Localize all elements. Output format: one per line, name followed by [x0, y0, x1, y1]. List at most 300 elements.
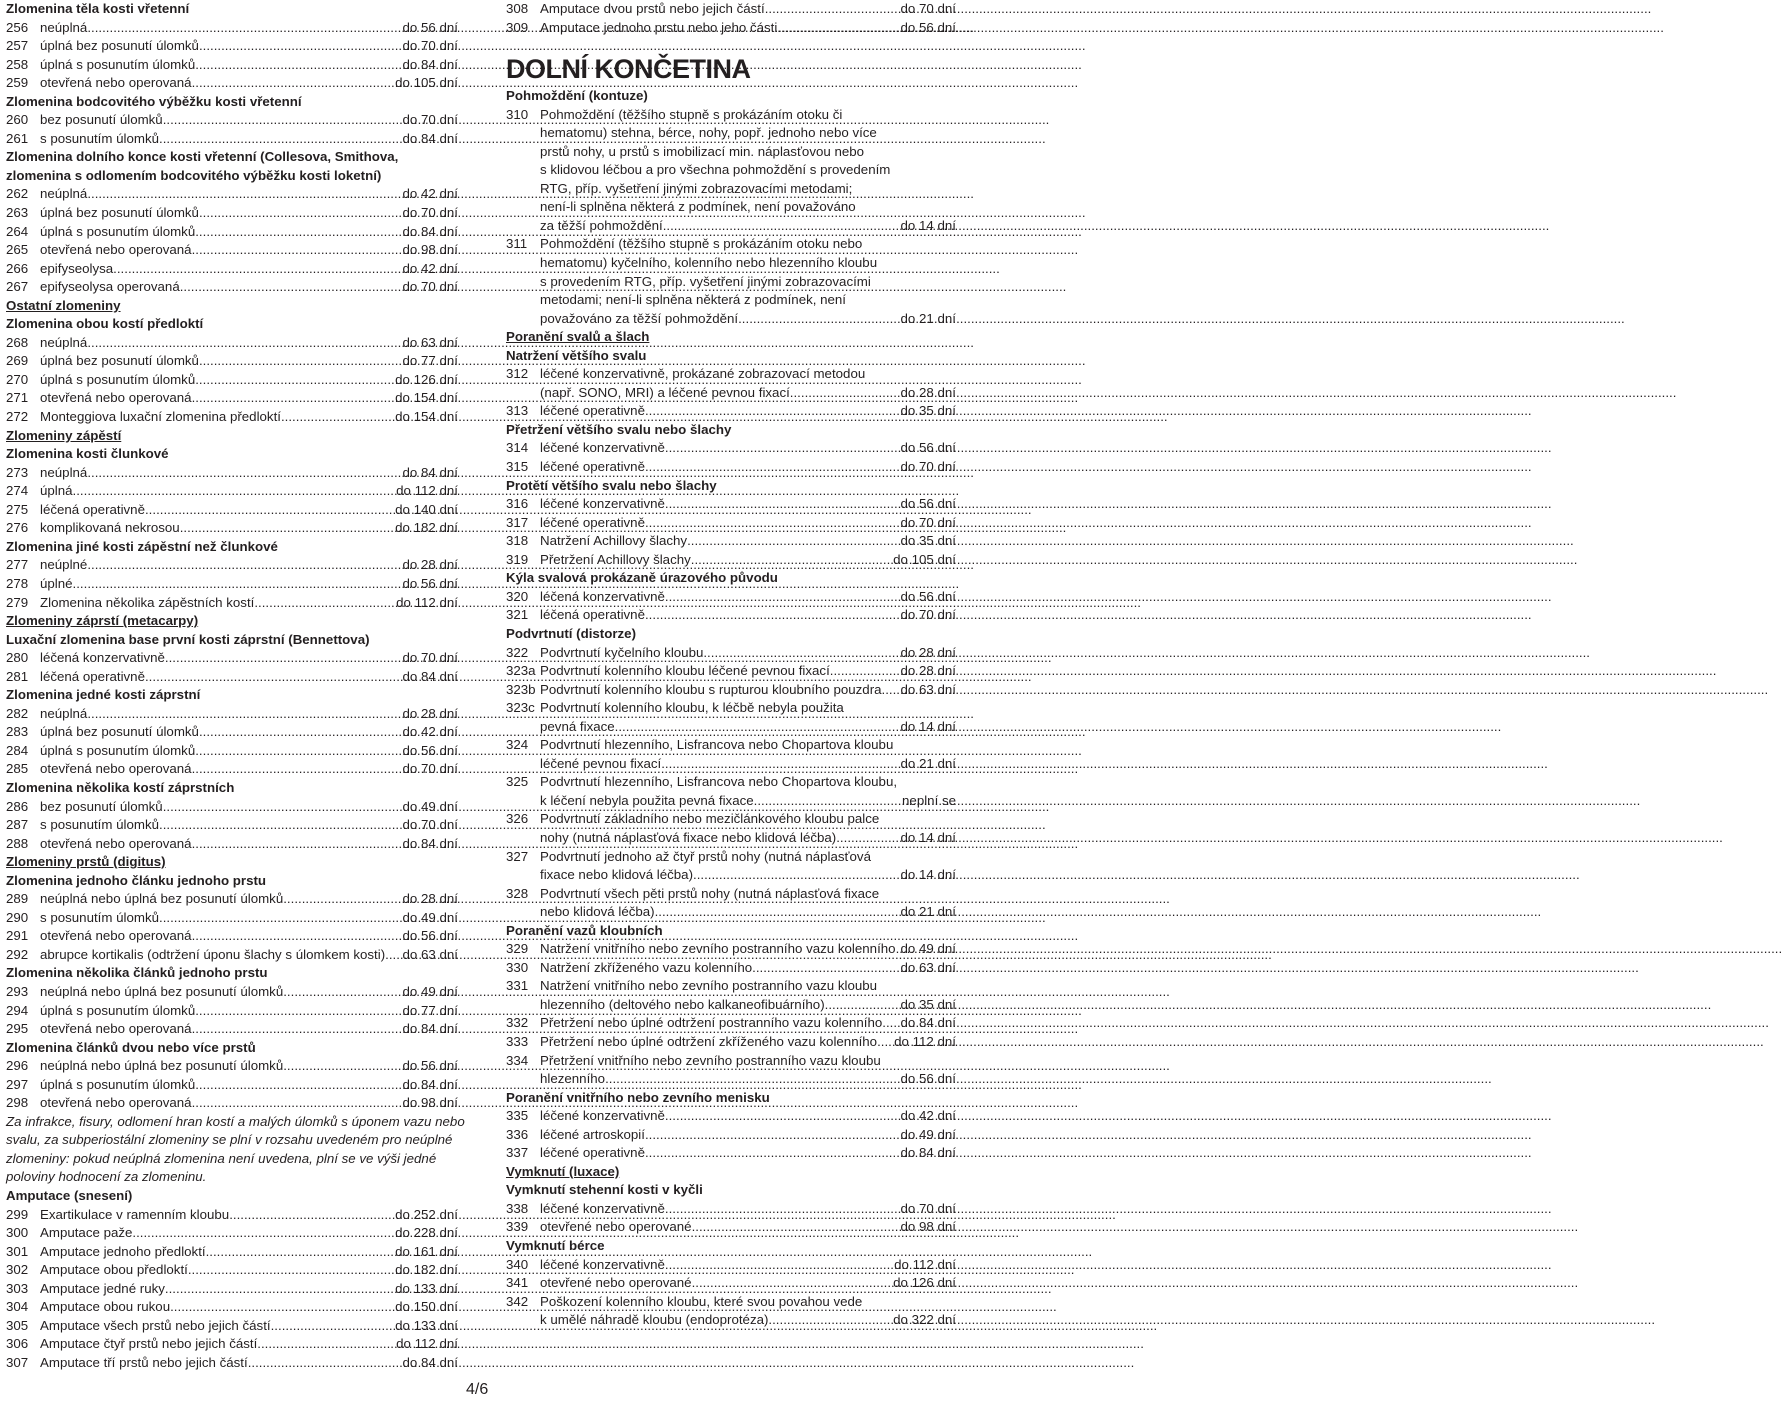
entry-body — [540, 662, 956, 681]
entry-body — [540, 1256, 956, 1275]
entry-value: do 70 dní — [402, 650, 458, 666]
entry-value: do 133 dní — [395, 1280, 458, 1296]
entry-row — [6, 723, 458, 742]
entry-number: 275 — [6, 501, 29, 517]
entry-number: 261 — [6, 130, 29, 146]
entry-label: považováno za těžší pohmoždění — [540, 310, 739, 326]
entry-number: 270 — [6, 371, 29, 387]
dot-leader — [192, 1094, 403, 1113]
entry-row — [506, 792, 956, 811]
entry-label: léčené artroskopií — [540, 1126, 645, 1142]
entry-label: otevřená nebo operovaná — [40, 761, 192, 777]
entry-body — [540, 1200, 956, 1219]
entry-value: do 133 dní — [395, 1317, 458, 1333]
entry-row — [506, 940, 956, 959]
dot-leader — [192, 835, 403, 854]
dot-leader — [145, 501, 395, 520]
entry-value: do 14 dní — [900, 829, 956, 845]
entry-row — [6, 1076, 458, 1095]
entry-label: bez posunutí úlomků — [40, 112, 163, 128]
entry-body — [40, 185, 458, 204]
entry-label: nebo klidová léčba) — [540, 904, 655, 920]
dot-leader — [73, 482, 397, 501]
entry-body — [540, 959, 956, 978]
entry-body — [540, 1033, 956, 1052]
entry-number: 263 — [6, 205, 29, 221]
dot-leader — [180, 519, 395, 538]
entry-number: 290 — [6, 909, 29, 925]
entry-number: 269 — [6, 353, 29, 369]
entry-row — [6, 185, 458, 204]
entry-label: Natržení zkříženého vazu kolenního — [540, 959, 753, 975]
entry-label: otevřená nebo operovaná — [40, 1095, 192, 1111]
entry-value: do 140 dní — [395, 501, 458, 517]
entry-row — [506, 977, 956, 996]
dot-leader — [752, 959, 900, 978]
entry-number: 319 — [506, 551, 529, 567]
entry-continuation: prstů nohy, u prstů s imobilizací min. náplasťovou nebo — [540, 143, 865, 159]
entry-row — [6, 519, 458, 538]
dot-leader — [195, 223, 402, 242]
entry-number: 280 — [6, 650, 29, 666]
entry-label: komplikovaná nekrosou — [40, 520, 180, 536]
entry-body — [540, 866, 956, 885]
entry-number: 299 — [6, 1206, 29, 1222]
entry-value: do 70 dní — [900, 1200, 956, 1216]
entry-body — [540, 0, 956, 19]
dot-leader — [790, 384, 901, 403]
entry-value: do 56 dní — [402, 575, 458, 591]
entry-number: 336 — [506, 1126, 529, 1142]
entry-row — [506, 0, 956, 19]
entry-text: Pohmoždění (těžšího stupně s prokázáním otoku či — [540, 106, 843, 122]
entry-number: 338 — [506, 1200, 529, 1216]
entry-value: do 14 dní — [900, 867, 956, 883]
entry-value: do 84 dní — [402, 835, 458, 851]
entry-label: s posunutím úlomků — [40, 130, 159, 146]
entry-label: úplné — [40, 575, 73, 591]
dot-leader — [248, 1354, 403, 1373]
entry-body — [540, 1218, 956, 1237]
entry-body — [40, 334, 458, 353]
entry-value: do 42 dní — [402, 186, 458, 202]
entry-number: 268 — [6, 334, 29, 350]
entry-label: Podvrtnutí kyčelního kloubu — [540, 644, 704, 660]
entry-body — [40, 389, 458, 408]
entry-value: do 49 dní — [900, 941, 956, 957]
entry-label: Zlomenina několika zápěstních kostí — [40, 594, 255, 610]
dot-leader — [615, 718, 901, 737]
entry-continuation: metodami; není-li splněna některá z podmínek, není — [540, 292, 847, 308]
dot-leader — [195, 1076, 402, 1095]
entry-number: 316 — [506, 496, 529, 512]
dot-leader — [738, 310, 900, 329]
entry-label: úplná s posunutím úlomků — [40, 371, 196, 387]
entry-label: neúplná nebo úplná bez posunutí úlomků — [40, 891, 284, 907]
entry-row — [506, 1200, 956, 1219]
entry-row — [6, 408, 458, 427]
entry-number: 281 — [6, 668, 29, 684]
entry-row — [506, 514, 956, 533]
section-heading: Luxační zlomenina base první kosti záprstní (Bennettova) — [6, 631, 370, 647]
entry-value: do 56 dní — [900, 588, 956, 604]
entry-number: 327 — [506, 848, 529, 864]
dot-leader — [87, 19, 402, 38]
section-heading: Zlomeniny zápěstí — [6, 427, 122, 443]
entry-body — [40, 1057, 458, 1076]
entry-body — [40, 74, 458, 93]
entry-row — [506, 1014, 956, 1033]
entry-value: do 14 dní — [900, 217, 956, 233]
entry-number: 332 — [506, 1015, 529, 1031]
entry-text: Podvrtnutí jednoho až čtyř prstů nohy (nutná náplasťová — [540, 848, 871, 864]
entry-row — [506, 959, 956, 978]
entry-number: 267 — [6, 279, 29, 295]
entry-row — [506, 1052, 956, 1071]
entry-row — [506, 848, 956, 867]
entry-label: Amputace dvou prstů nebo jejich částí — [540, 1, 765, 16]
entry-number: 296 — [6, 1058, 29, 1074]
section-heading: Poranění vazů kloubních — [506, 922, 663, 938]
entry-number: 272 — [6, 409, 29, 425]
entry-text: Podvrtnutí kolenního kloubu, k léčbě nebyla použita — [540, 700, 844, 716]
entry-number: 277 — [6, 557, 29, 573]
entry-number: 341 — [506, 1275, 529, 1291]
entry-label: léčené operativně — [540, 1145, 645, 1161]
entry-body — [40, 408, 458, 427]
dot-leader — [145, 668, 403, 687]
dot-leader — [605, 1070, 900, 1089]
entry-row — [506, 106, 956, 125]
section-heading: zlomenina s odlomením bodcovitého výběžku kosti loketní) — [6, 167, 382, 183]
entry-number: 323b — [506, 681, 536, 697]
entry-body — [40, 1076, 458, 1095]
section-heading: Podvrtnutí (distorze) — [506, 625, 637, 641]
entry-label: neúplná — [40, 19, 88, 35]
dot-leader — [655, 903, 901, 922]
entry-body — [540, 1126, 956, 1145]
dot-leader — [195, 56, 402, 75]
entry-number: 298 — [6, 1095, 29, 1111]
dot-leader — [882, 1014, 900, 1033]
dot-leader — [195, 742, 402, 761]
entry-number: 283 — [6, 724, 29, 740]
entry-row — [6, 1280, 458, 1299]
entry-body — [540, 681, 956, 700]
entry-row — [6, 371, 458, 390]
entry-number: 302 — [6, 1262, 29, 1278]
dot-leader — [692, 1218, 901, 1237]
entry-row — [6, 1261, 458, 1280]
section-heading: Zlomenina jiné kosti zápěstní než člunkové — [6, 538, 278, 554]
entry-row — [6, 1094, 458, 1113]
entry-body — [40, 501, 458, 520]
entry-number: 292 — [6, 946, 29, 962]
entry-row — [506, 1274, 956, 1293]
section-heading: Zlomenina několika článků jednoho prstu — [6, 965, 268, 981]
dot-leader — [665, 1200, 901, 1219]
entry-body — [40, 835, 458, 854]
entry-body — [540, 1311, 956, 1330]
entry-row — [506, 1107, 956, 1126]
entry-value: do 63 dní — [402, 946, 458, 962]
entry-row — [6, 890, 458, 909]
entry-number: 294 — [6, 1002, 29, 1018]
entry-label: léčené konzervativně — [540, 1200, 665, 1216]
entry-row — [6, 1002, 458, 1021]
entry-value: do 14 dní — [900, 718, 956, 734]
entry-number: 315 — [506, 459, 529, 475]
entry-value: do 182 dní — [395, 520, 458, 536]
entry-value: do 28 dní — [900, 384, 956, 400]
entry-body — [40, 1335, 458, 1354]
entry-body — [540, 439, 956, 458]
entry-value: do 77 dní — [402, 1002, 458, 1018]
dot-leader — [765, 0, 901, 19]
entry-continuation: hematomu) stehna, bérce, nohy, popř. jednoho nebo více — [540, 125, 877, 141]
entry-row — [6, 111, 458, 130]
entry-row — [506, 718, 956, 737]
entry-value: do 322 dní — [893, 1312, 956, 1328]
entry-label: otevřená nebo operovaná — [40, 242, 192, 258]
entry-body — [40, 1243, 458, 1262]
entry-label: léčené konzervativně — [540, 1256, 665, 1272]
section-heading: Vymknutí (luxace) — [506, 1163, 620, 1179]
entry-row — [506, 365, 956, 384]
section-heading: Poranění vnitřního nebo zevního menisku — [506, 1089, 770, 1105]
entry-row — [506, 773, 956, 792]
entry-label: léčená operativně — [40, 501, 145, 517]
entry-body — [40, 760, 458, 779]
entry-number: 300 — [6, 1225, 29, 1241]
entry-value: do 28 dní — [402, 891, 458, 907]
entry-label: epifyseolysa operovaná — [40, 279, 180, 295]
dot-leader — [825, 996, 901, 1015]
dot-leader — [385, 946, 402, 965]
dot-leader — [192, 760, 403, 779]
entry-row — [506, 810, 956, 829]
entry-row — [6, 1354, 458, 1373]
entry-row — [506, 903, 956, 922]
dot-leader — [195, 1002, 402, 1021]
entry-number: 289 — [6, 891, 29, 907]
entry-body — [40, 705, 458, 724]
entry-value: do 70 dní — [402, 38, 458, 54]
entry-row — [506, 1311, 956, 1330]
dot-leader — [206, 1243, 396, 1262]
entry-value: do 84 dní — [402, 1354, 458, 1370]
entry-value: do 154 dní — [395, 409, 458, 425]
entry-number: 293 — [6, 983, 29, 999]
entry-number: 291 — [6, 928, 29, 944]
entry-row — [506, 755, 956, 774]
entry-label: úplná bez posunutí úlomků — [40, 353, 199, 369]
entry-body — [540, 1070, 956, 1089]
entry-row — [6, 1206, 458, 1225]
entry-body — [40, 946, 458, 965]
entry-row — [6, 260, 458, 279]
entry-row — [6, 1057, 458, 1076]
entry-label: (např. SONO, MRI) a léčené pevnou fixací — [540, 384, 790, 400]
entry-label: otevřená nebo operovaná — [40, 928, 192, 944]
dot-leader — [180, 278, 403, 297]
entry-row — [506, 736, 956, 755]
note-text: Za infrakce, fisury, odlomení hran kostí a malých úlomků s úponem vazu nebo — [6, 1113, 465, 1129]
entry-continuation: není-li splněna některá z podmínek, není považováno — [540, 199, 856, 215]
entry-body — [40, 1206, 458, 1225]
entry-body — [40, 352, 458, 371]
entry-value: do 105 dní — [893, 551, 956, 567]
entry-row — [6, 705, 458, 724]
entry-label: úplná bez posunutí úlomků — [40, 38, 199, 54]
entry-label: Natržení Achillovy šlachy — [540, 533, 688, 549]
entry-row — [6, 909, 458, 928]
entry-value: do 70 dní — [402, 761, 458, 777]
entry-label: Amputace tří prstů nebo jejich částí — [40, 1354, 248, 1370]
entry-value: do 49 dní — [402, 983, 458, 999]
entry-row — [6, 594, 458, 613]
entry-number: 317 — [506, 514, 529, 530]
dot-leader — [830, 662, 901, 681]
entry-label: Přetržení nebo úplné odtržení postranního vazu kolenního — [540, 1015, 883, 1031]
entry-number: 286 — [6, 798, 29, 814]
dot-leader — [665, 1256, 894, 1275]
entry-body — [40, 204, 458, 223]
entry-label: úplná s posunutím úlomků — [40, 1002, 196, 1018]
entry-row — [6, 816, 458, 835]
entry-row — [6, 389, 458, 408]
entry-number: 312 — [506, 366, 529, 382]
entry-body — [540, 458, 956, 477]
entry-label: léčené operativně — [540, 514, 645, 530]
entry-number: 308 — [506, 1, 529, 16]
entry-row — [6, 56, 458, 75]
entry-label: úplná s posunutím úlomků — [40, 223, 196, 239]
entry-body — [540, 718, 956, 737]
section-heading: Vymknutí stehenní kosti v kyčli — [506, 1182, 703, 1198]
entry-continuation: s klidovou léčbou a pro všechna pohmoždění s provedením — [540, 162, 891, 178]
entry-value: do 49 dní — [402, 909, 458, 925]
entry-label: Amputace paže — [40, 1225, 133, 1241]
entry-value: do 112 dní — [396, 1336, 458, 1352]
dot-leader — [777, 19, 900, 38]
entry-label: Přetržení nebo úplné odtržení zkříženého vazu kolenního — [540, 1033, 878, 1049]
entry-value: do 252 dní — [395, 1206, 458, 1222]
entry-body — [540, 532, 956, 551]
dot-leader — [257, 1335, 396, 1354]
entry-row — [6, 760, 458, 779]
entry-number: 282 — [6, 705, 29, 721]
entry-value: do 49 dní — [402, 798, 458, 814]
entry-number: 259 — [6, 75, 29, 91]
entry-number: 328 — [506, 885, 529, 901]
entry-number: 323a — [506, 663, 536, 679]
entry-label: Amputace všech prstů nebo jejich částí — [40, 1317, 271, 1333]
entry-row — [6, 1298, 458, 1317]
entry-body — [40, 56, 458, 75]
section-heading: Zlomeniny prstů (digitus) — [6, 854, 166, 870]
entry-body — [540, 1014, 956, 1033]
entry-body — [40, 927, 458, 946]
dot-leader — [192, 927, 403, 946]
entry-body — [40, 371, 458, 390]
dot-leader — [687, 532, 900, 551]
entry-value: do 161 dní — [395, 1243, 458, 1259]
entry-body — [40, 668, 458, 687]
entry-value: do 28 dní — [900, 644, 956, 660]
entry-number: 307 — [6, 1354, 29, 1370]
entry-body — [40, 890, 458, 909]
entry-value: do 35 dní — [900, 996, 956, 1012]
entry-number: 333 — [506, 1033, 529, 1049]
dot-leader — [645, 402, 901, 421]
entry-value: do 98 dní — [402, 242, 458, 258]
dot-leader — [163, 798, 403, 817]
dot-leader — [645, 514, 901, 533]
entry-row — [6, 37, 458, 56]
entry-row — [506, 1033, 956, 1052]
entry-label: otevřená nebo operovaná — [40, 390, 192, 406]
entry-body — [40, 1002, 458, 1021]
entry-label: neúplná — [40, 186, 88, 202]
entry-text: Přetržení vnitřního nebo zevního postranního vazu kloubu — [540, 1052, 881, 1068]
entry-label: Natržení vnitřního nebo zevního postranního vazu kolenního — [540, 941, 896, 957]
entry-label: hlezenního — [540, 1071, 606, 1087]
dot-leader — [192, 74, 396, 93]
entry-number: 279 — [6, 594, 29, 610]
entry-number: 306 — [6, 1336, 29, 1352]
entry-row — [6, 482, 458, 501]
entry-value: do 70 dní — [402, 205, 458, 221]
entry-row — [6, 556, 458, 575]
entry-number: 318 — [506, 533, 529, 549]
entry-row — [506, 384, 956, 403]
entry-value: do 84 dní — [900, 1015, 956, 1031]
entry-row — [6, 649, 458, 668]
section-heading: Natržení většího svalu — [506, 347, 647, 363]
entry-body — [540, 588, 956, 607]
entry-value: do 21 dní — [900, 755, 956, 771]
entry-label: neúplná — [40, 705, 88, 721]
dot-leader — [693, 866, 901, 885]
entry-number: 325 — [506, 774, 529, 790]
entry-number: 342 — [506, 1293, 529, 1309]
entry-number: 295 — [6, 1021, 29, 1037]
entry-row — [6, 798, 458, 817]
entry-value: do 105 dní — [395, 75, 458, 91]
entry-continuation: hematomu) kyčelního, kolenního nebo hlezenního kloubu — [540, 255, 878, 271]
entry-body — [540, 514, 956, 533]
entry-value: do 63 dní — [402, 334, 458, 350]
entry-number: 334 — [506, 1052, 529, 1068]
entry-body — [540, 384, 956, 403]
entry-number: 340 — [506, 1256, 529, 1272]
entry-body — [40, 260, 458, 279]
entry-row — [6, 19, 458, 38]
entry-number: 335 — [506, 1108, 529, 1124]
entry-value: do 63 dní — [900, 681, 956, 697]
entry-value: do 35 dní — [900, 403, 956, 419]
dot-leader — [188, 1261, 395, 1280]
entry-row — [6, 1020, 458, 1039]
entry-row — [506, 458, 956, 477]
dot-leader — [195, 371, 395, 390]
entry-label: úplná — [40, 483, 73, 499]
entry-row — [506, 588, 956, 607]
entry-number: 266 — [6, 260, 29, 276]
entry-body — [40, 1317, 458, 1336]
dot-leader — [283, 1057, 402, 1076]
